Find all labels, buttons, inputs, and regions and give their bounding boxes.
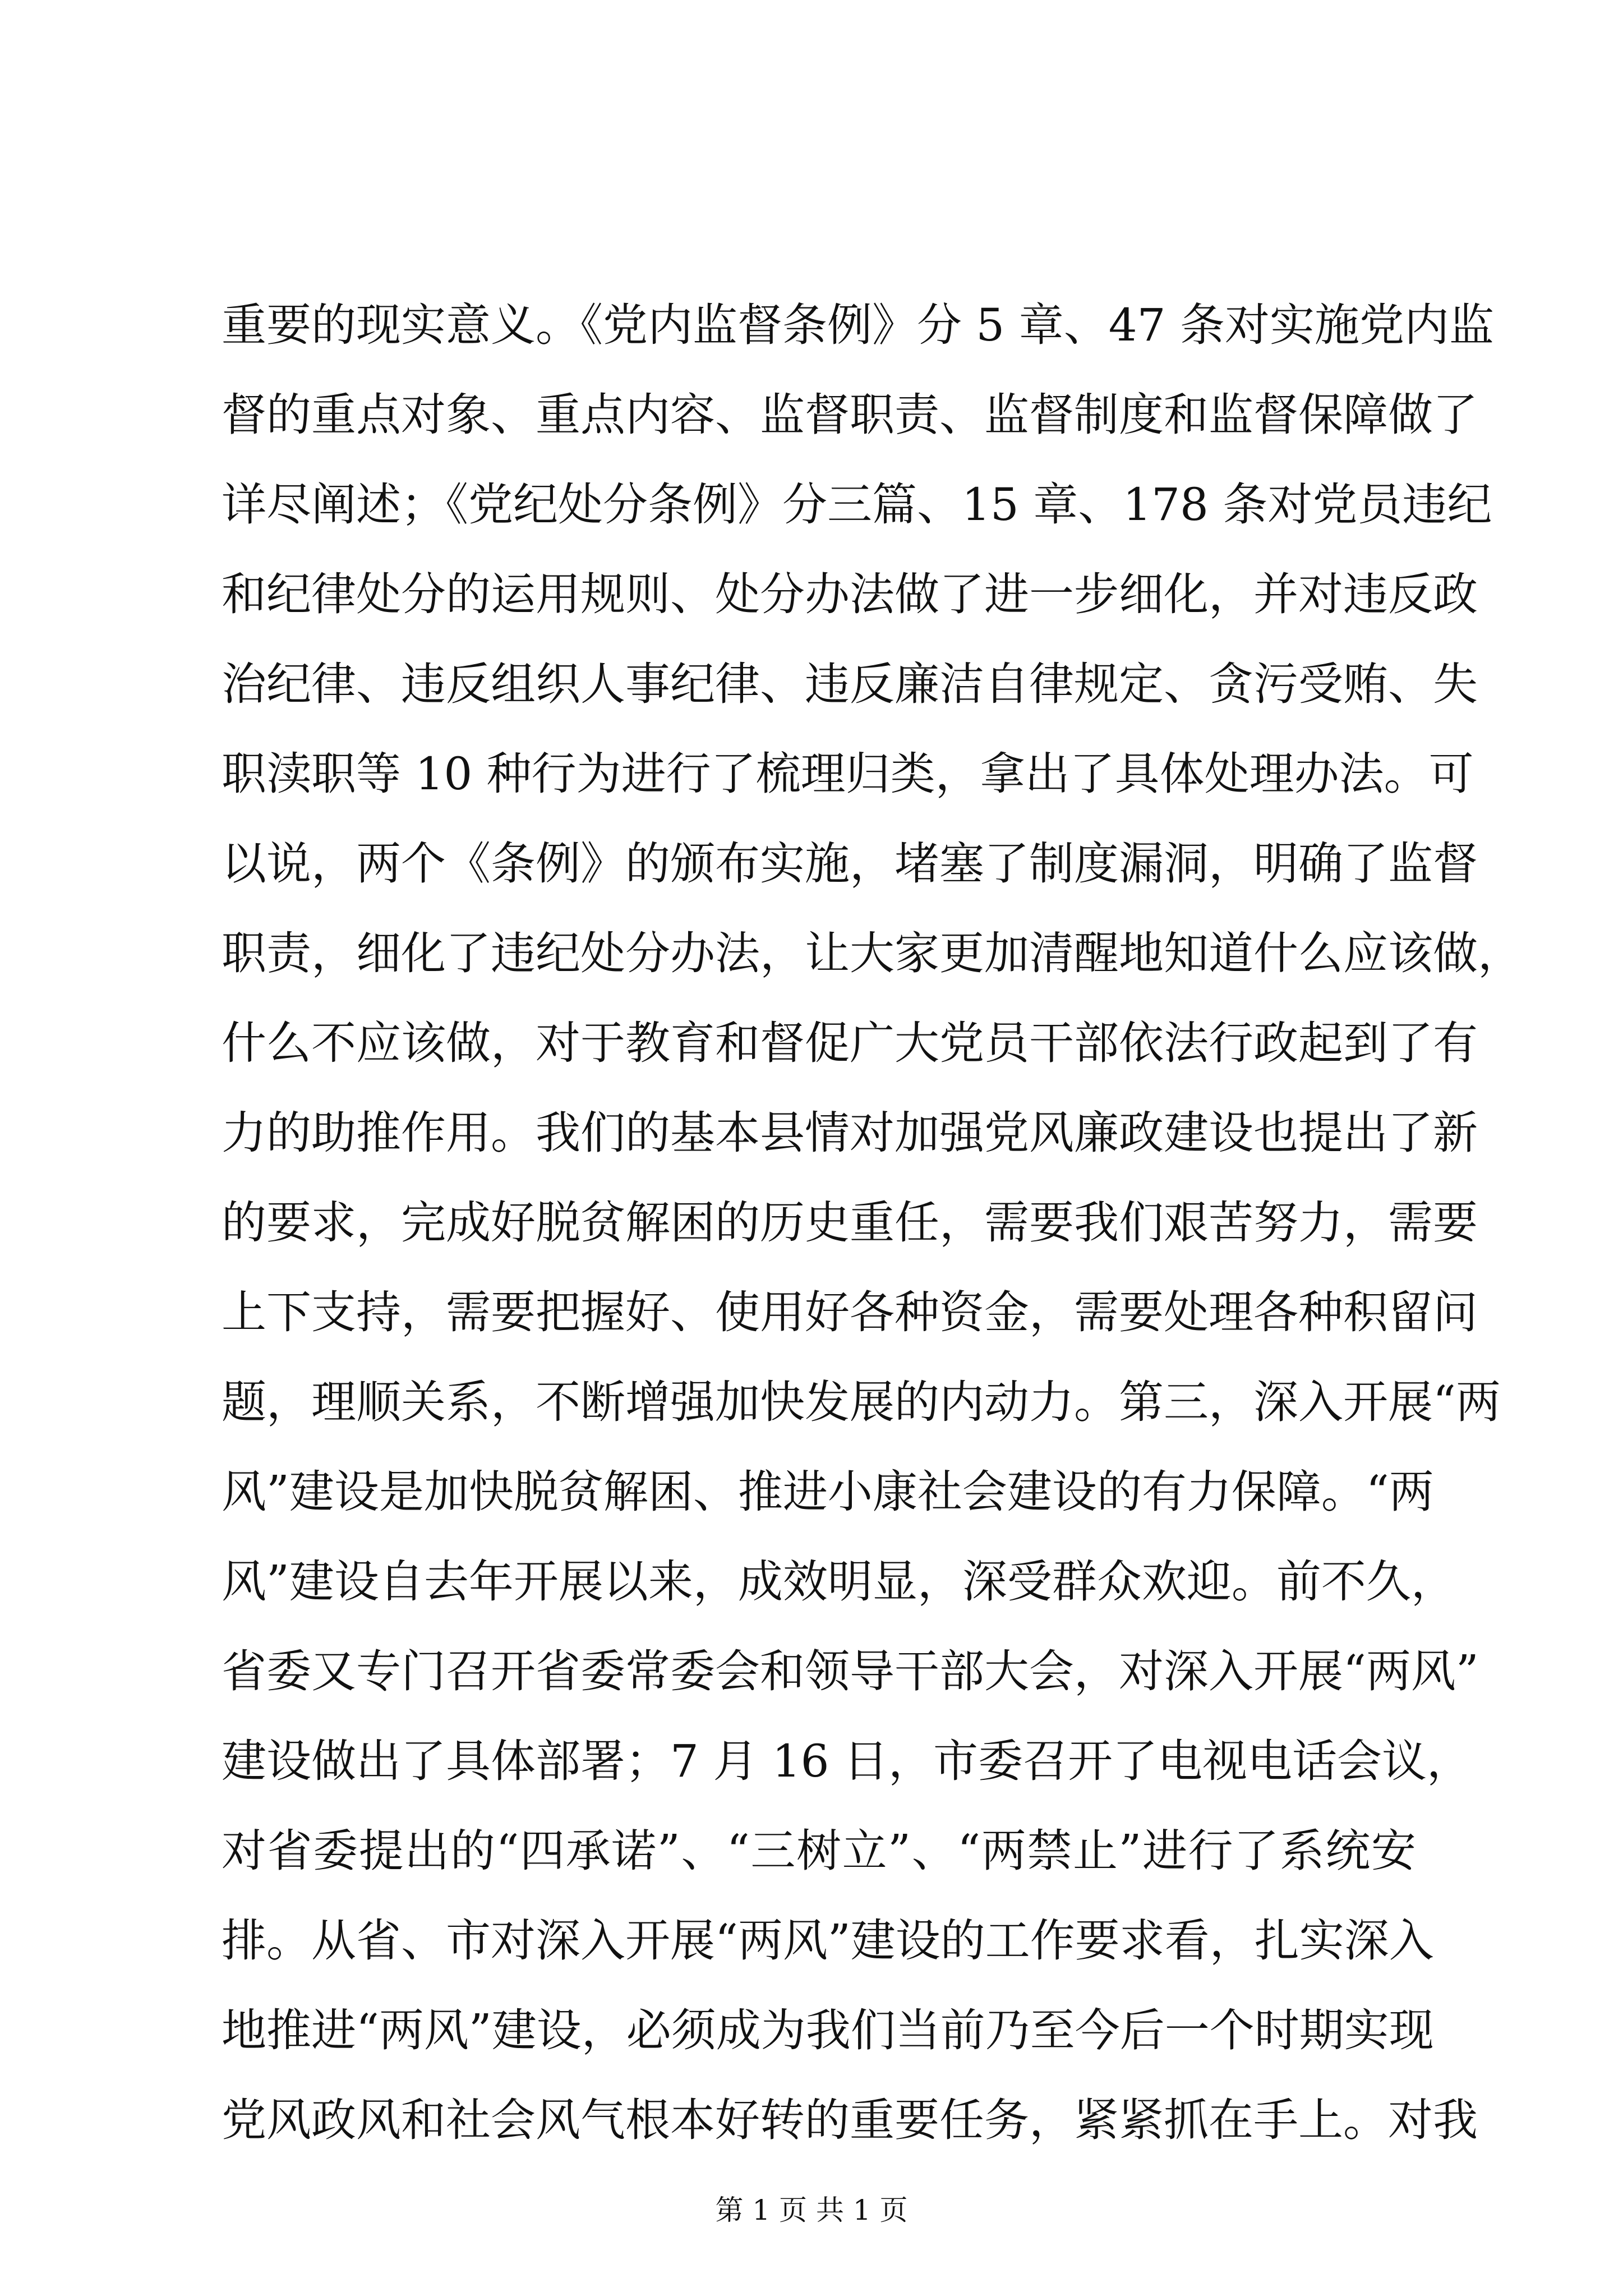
text-line-1: 重要的现实意义。《党内监督条例》分 5 章、47 条对实施党内监	[222, 299, 1494, 351]
text-line-15: 风”建设自去年开展以来，成效明显，深受群众欢迎。前不久，	[222, 1556, 1456, 1608]
text-line-3: 详尽阐述；《党纪处分条例》分三篇、15 章、178 条对党员违纪	[222, 478, 1492, 531]
page-footer: 第 1 页 共 1 页	[715, 2194, 908, 2226]
text-line-21: 党风政风和社会风气根本好转的重要任务，紧紧抓在手上。对我	[222, 2094, 1478, 2146]
text-line-2: 督的重点对象、重点内容、监督职责、监督制度和监督保障做了	[222, 389, 1478, 441]
text-line-5: 治纪律、违反组织人事纪律、违反廉洁自律规定、贪污受贿、失	[222, 658, 1478, 710]
text-line-17: 建设做出了具体部署；7 月 16 日，市委召开了电视电话会议，	[222, 1735, 1472, 1787]
text-line-11: 的要求，完成好脱贫解困的历史重任，需要我们艰苦努力，需要	[222, 1197, 1478, 1249]
text-line-13: 题，理顺关系，不断增强加快发展的内动力。第三，深入开展“两	[222, 1376, 1501, 1428]
text-line-20: 地推进“两风”建设，必须成为我们当前乃至今后一个时期实现	[222, 2004, 1434, 2056]
text-line-10: 力的助推作用。我们的基本县情对加强党风廉政建设也提出了新	[222, 1107, 1478, 1159]
text-line-14: 风”建设是加快脱贫解困、推进小康社会建设的有力保障。“两	[222, 1466, 1434, 1518]
text-line-7: 以说，两个《条例》的颁布实施，堵塞了制度漏洞，明确了监督	[222, 838, 1478, 890]
text-line-8: 职责，细化了违纪处分办法，让大家更加清醒地知道什么应该做，	[222, 927, 1523, 979]
text-line-18: 对省委提出的“四承诺”、“三树立”、“两禁止”进行了系统安	[222, 1825, 1416, 1877]
text-line-9: 什么不应该做，对于教育和督促广大党员干部依法行政起到了有	[222, 1017, 1478, 1069]
text-line-6: 职渎职等 10 种行为进行了梳理归类，拿出了具体处理办法。可	[222, 748, 1474, 800]
text-line-12: 上下支持，需要把握好、使用好各种资金，需要处理各种积留问	[222, 1286, 1478, 1338]
text-line-16: 省委又专门召开省委常委会和领导干部大会，对深入开展“两风”	[222, 1645, 1479, 1697]
text-line-4: 和纪律处分的运用规则、处分办法做了进一步细化，并对违反政	[222, 568, 1478, 620]
text-line-19: 排。从省、市对深入开展“两风”建设的工作要求看，扎实深入	[222, 1915, 1434, 1967]
